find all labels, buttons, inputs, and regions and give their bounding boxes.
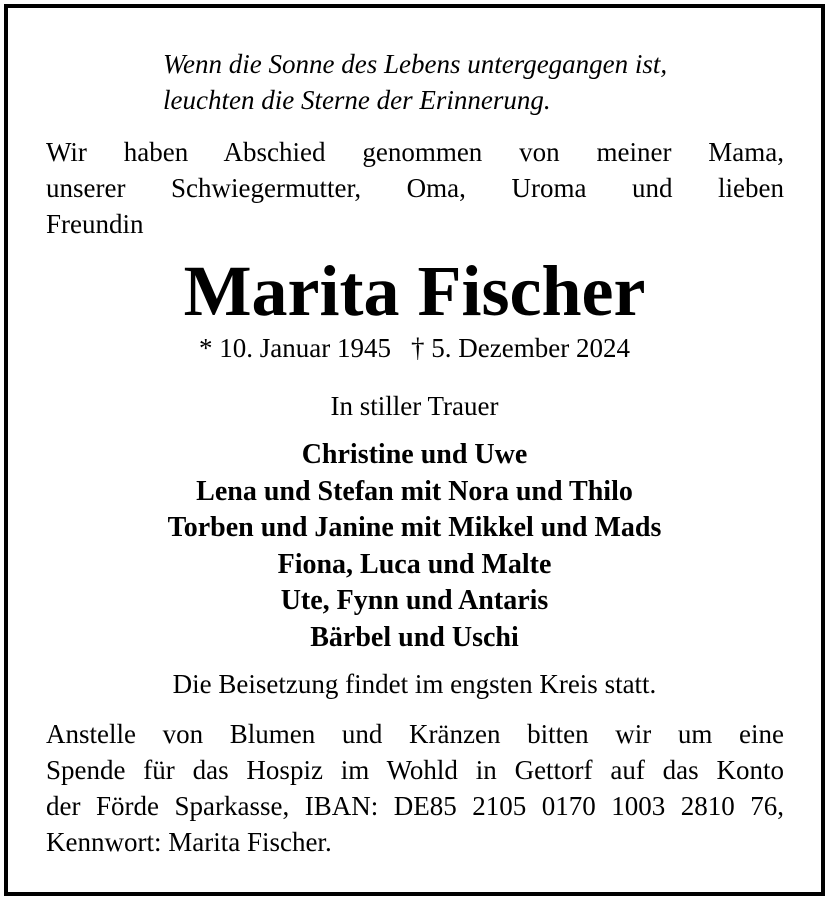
mourner-entry: Lena und Stefan mit Nora und Thilo bbox=[196, 475, 633, 507]
mourner-entry: Ute, Fynn und Antaris bbox=[280, 585, 549, 616]
intro-text bbox=[46, 134, 784, 242]
deceased-name: Marita Fischer bbox=[183, 251, 646, 331]
intro-line-3: Freundin bbox=[46, 209, 144, 239]
funeral-note: Die Beisetzung findet im engsten Kreis statt. bbox=[172, 669, 657, 699]
mourner-entry: Fiona, Luca und Malte bbox=[277, 548, 552, 580]
birth-date: * 10. Januar 1945 bbox=[199, 333, 392, 363]
donation-line-2: Spende für das Hospiz im Wohld in Gettorf auf das Konto bbox=[46, 755, 784, 785]
intro-line-2: unserer Schwiegermutter, Oma, Uroma und lieben bbox=[46, 173, 784, 203]
quote-line-1: Wenn die Sonne des Lebens untergegangen ist, bbox=[163, 49, 668, 79]
memorial-quote bbox=[163, 46, 783, 118]
life-dates bbox=[0, 330, 829, 366]
donation-text bbox=[46, 716, 784, 860]
mourners-list bbox=[0, 437, 829, 656]
donation-line-4: Kennwort: Marita Fischer. bbox=[46, 827, 332, 857]
quote-line-2: leuchten die Sterne der Erinnerung. bbox=[163, 85, 551, 115]
mourner-entry: Bärbel und Uschi bbox=[310, 621, 519, 653]
donation-line-3: der Förde Sparkasse, IBAN: DE85 2105 0170 1003 2810 76, bbox=[46, 791, 784, 821]
death-date: † 5. Dezember 2024 bbox=[411, 333, 630, 363]
mourner-entry: Christine und Uwe bbox=[301, 439, 528, 470]
mourning-phrase: In stiller Trauer bbox=[330, 391, 499, 421]
intro-line-1: Wir haben Abschied genommen von meiner Mama, bbox=[46, 137, 784, 167]
donation-line-1: Anstelle von Blumen und Kränzen bitten wir um eine bbox=[46, 719, 784, 749]
mourner-entry: Torben und Janine mit Mikkel und Mads bbox=[167, 512, 662, 543]
